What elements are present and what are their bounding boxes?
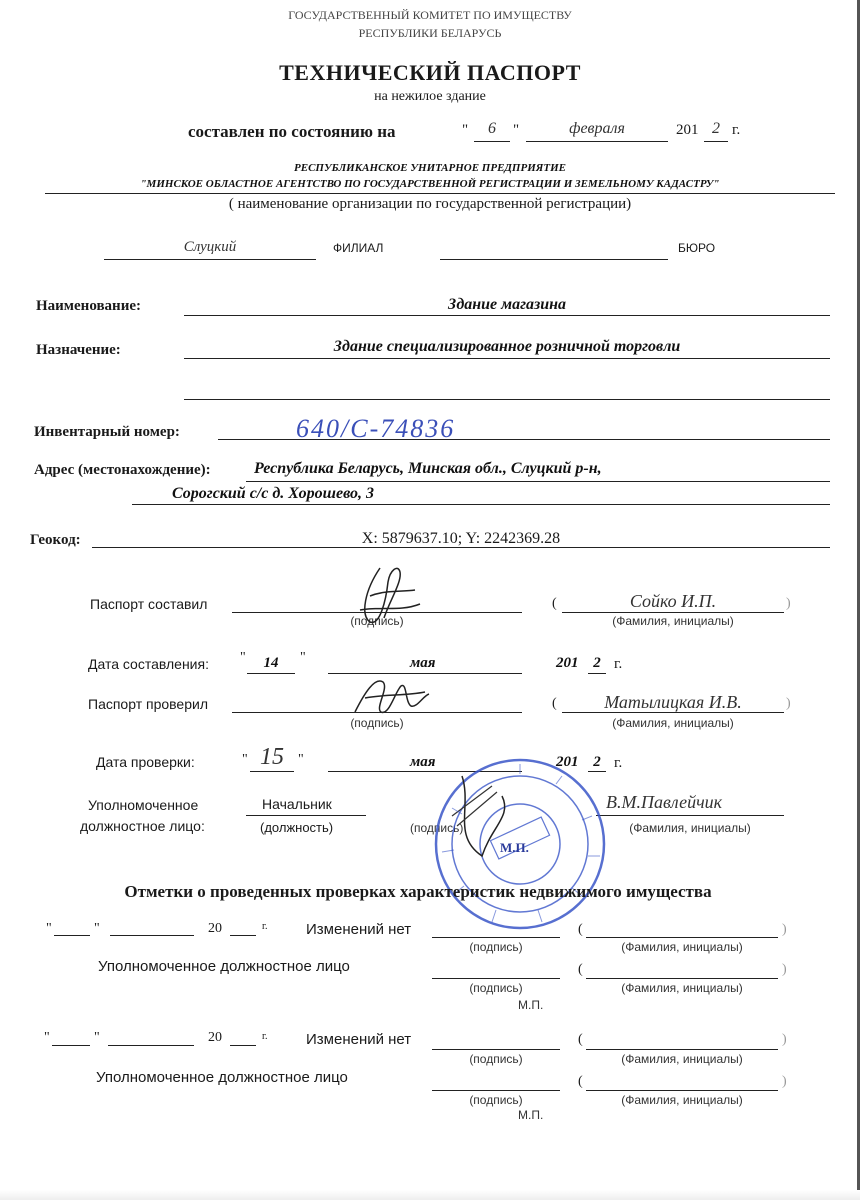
state-day: 6	[488, 120, 496, 137]
address-label: Адрес (местонахождение):	[34, 462, 211, 478]
name-value: Здание магазина	[447, 296, 567, 313]
check1-quote-close: "	[94, 921, 100, 936]
official-position-caption: (должность)	[260, 820, 334, 835]
check2-official-sign-caption: (подпись)	[469, 1093, 523, 1107]
composer-sign-caption: (подпись)	[350, 614, 404, 628]
check1-year-prefix: 20	[208, 921, 222, 936]
official-label-line1: Уполномоченное	[88, 797, 199, 813]
date-checked-label: Дата проверки:	[96, 754, 195, 770]
checks-heading: Отметки о проведенных проверках характеристик недвижимого имущества	[124, 882, 712, 901]
check2-name-caption: (Фамилия, инициалы)	[621, 1052, 743, 1066]
check1-name-caption: (Фамилия, инициалы)	[621, 940, 743, 954]
document-subtitle: на нежилое здание	[374, 89, 486, 104]
date-checked-day: 15	[260, 744, 284, 770]
check2-sign-caption: (подпись)	[469, 1052, 523, 1066]
date-composed-day: 14	[263, 655, 279, 671]
date-composed-label: Дата составления:	[88, 656, 209, 672]
checker-name-caption: (Фамилия, инициалы)	[612, 716, 734, 730]
check1-quote-open: "	[46, 921, 52, 936]
check2-year-unit: г.	[262, 1031, 268, 1042]
date-composed-year-suffix: 2	[593, 655, 601, 671]
check2-quote-open: "	[44, 1030, 50, 1045]
composer-signature-icon	[340, 560, 430, 630]
address-line1: Республика Беларусь, Минская обл., Слуцкий р-н,	[254, 460, 602, 477]
official-label-line2: должностное лицо:	[80, 818, 205, 834]
filial-label: ФИЛИАЛ	[333, 241, 384, 255]
geocode-value: X: 5879637.10; Y: 2242369.28	[361, 530, 561, 547]
composed-label: Паспорт составил	[90, 596, 208, 612]
official-position: Начальник	[262, 796, 332, 812]
check2-official: Уполномоченное должностное лицо	[96, 1069, 348, 1086]
address-line2: Сорогский с/с д. Хорошево, 3	[172, 485, 374, 502]
check1-stamp: М.П.	[518, 998, 544, 1012]
document-title: ТЕХНИЧЕСКИЙ ПАСПОРТ	[279, 60, 581, 85]
check1-official-name-caption: (Фамилия, инициалы)	[621, 981, 743, 995]
checked-label: Паспорт проверил	[88, 696, 208, 712]
checker-signature-icon	[345, 672, 435, 722]
state-year-unit: г.	[732, 122, 741, 138]
stamp-text: М.П.	[500, 840, 529, 855]
official-name: В.М.Павлейчик	[606, 792, 723, 812]
page-bottom-shadow	[0, 1190, 860, 1200]
date-checked-year-unit: г.	[614, 755, 623, 771]
check2-stamp: М.П.	[518, 1108, 544, 1122]
official-sign-caption: (подпись)	[410, 821, 464, 835]
state-year-prefix: 201	[676, 122, 699, 138]
org-caption: ( наименование организации по государственной регистрации)	[228, 196, 632, 212]
check1-no-changes: Изменений нет	[306, 921, 412, 938]
geocode-label: Геокод:	[30, 532, 81, 548]
checker-sign-caption: (подпись)	[350, 716, 404, 730]
checker-name: Матылицкая И.В.	[604, 692, 742, 712]
state-label: составлен по состоянию на	[188, 122, 396, 141]
check2-no-changes: Изменений нет	[306, 1031, 412, 1048]
check2-official-name-caption: (Фамилия, инициалы)	[621, 1093, 743, 1107]
date-checked-month: мая	[410, 754, 436, 770]
date-composed-year-unit: г.	[614, 656, 623, 672]
purpose-value: Здание специализированное розничной торговли	[333, 338, 681, 355]
state-year-suffix: 2	[712, 120, 720, 137]
date-composed-year-prefix: 201	[556, 655, 579, 671]
date-checked-year-suffix: 2	[593, 754, 601, 770]
check1-sign-caption: (подпись)	[469, 940, 523, 954]
check2-quote-close: "	[94, 1030, 100, 1045]
purpose-label: Назначение:	[36, 342, 121, 358]
state-month: февраля	[569, 120, 625, 137]
check2-year-prefix: 20	[208, 1030, 222, 1045]
filial-value: Слуцкий	[183, 239, 237, 255]
check1-year-unit: г.	[262, 921, 268, 932]
org-line1: РЕСПУБЛИКАНСКОЕ УНИТАРНОЕ ПРЕДПРИЯТИЕ	[294, 162, 566, 174]
check1-official: Уполномоченное должностное лицо	[98, 958, 350, 975]
date-checked-year-prefix: 201	[556, 754, 579, 770]
check1-official-sign-caption: (подпись)	[469, 981, 523, 995]
bureau-label: БЮРО	[678, 241, 716, 255]
org-line2: "МИНСКОЕ ОБЛАСТНОЕ АГЕНТСТВО ПО ГОСУДАРСТВЕННОЙ РЕГИСТРАЦИИ И ЗЕМЕЛЬНОМУ КАДАСТРУ"	[140, 178, 720, 190]
inventory-label: Инвентарный номер:	[34, 424, 180, 440]
ministry-line2: РЕСПУБЛИКИ БЕЛАРУСЬ	[358, 26, 502, 40]
name-label: Наименование:	[36, 298, 141, 314]
ministry-line1: ГОСУДАРСТВЕННЫЙ КОМИТЕТ ПО ИМУЩЕСТВУ	[288, 8, 572, 22]
composer-name: Сойко И.П.	[629, 591, 717, 611]
composer-name-caption: (Фамилия, инициалы)	[612, 614, 734, 628]
inventory-value: 640/С-74836	[296, 414, 456, 443]
official-name-caption: (Фамилия, инициалы)	[629, 821, 751, 835]
date-composed-month: мая	[410, 655, 436, 671]
